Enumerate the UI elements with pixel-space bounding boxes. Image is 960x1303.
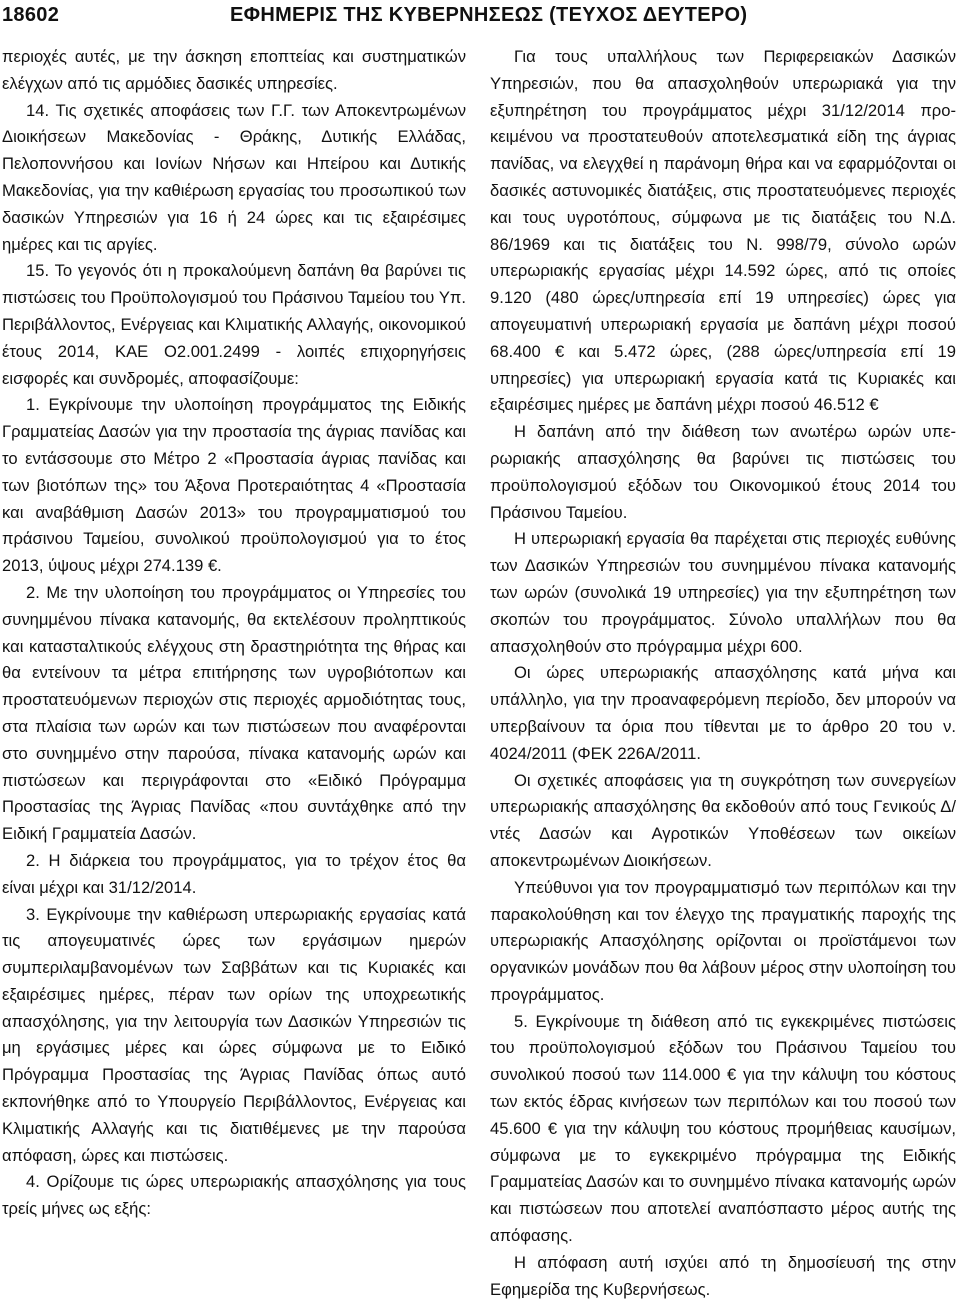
page-number: 18602 (2, 4, 60, 26)
paragraph: 3. Εγκρίνουμε την καθιέρωση υπερωριακής εργασίας κατά τις απογευματινές ώρες των εργάσιμων ημερών συμπεριλαμβανομένων των Σαββάτων και τις Κυριακές και εξαιρέσιμες ημέρες, πέραν των ορίων της υποχρεωτικής απασχόλησης, για την λειτουργία των Δασικών Υπηρεσιών τις μη εργάσιμες μέρες και ώρες σύμφωνα με το Ειδικό Πρόγραμμα Προστασίας της Άγριας Πανίδας όπως αυτό εκπονήθηκε από το Υπουργείο Περιβάλλοντος, Ενέργειας και Κλιματικής Αλλαγής και τις διατιθέμενες με την παρούσα απόφαση, ώρες και πιστώσεις. (2, 904, 466, 1165)
paragraph: 2. Η διάρκεια του προγράμματος, για το τρέχον έτος θα είναι μέχρι και 31/12/2014. (2, 850, 466, 897)
paragraph: 5. Εγκρίνουμε τη διάθεση από τις εγκεκριμένες πιστώσεις του προϋπολογισμού εξόδων του Πράσινου Ταμείου του συνολικού ποσού των 114.000 € για την κάλυψη του κόστους των εκτός έδρας κινήσεων των περιπόλων και του ποσού των 45.600 € για την κάλυψη του κόστους προμήθειας καυσίμων, σύμφωνα με το εγκεκριμένο πρόγραμμα της Ειδικής Γραμματείας Δασών και το συνημμένο πίνακα κατανομής ωρών και πιστώσεων που αποτελεί αναπόσπαστο μέρος αυτής της απόφασης. (490, 1011, 956, 1246)
paragraph: Οι ώρες υπερωριακής απασχόλησης κατά μήνα και υπάλληλο, για την προαναφερόμενη περίοδο, δεν μπορούν να υπερβαίνουν τα όρια που τίθενται με το άρθρο 20 του ν. 4024/2011 (ΦΕΚ 226Α/2011. (490, 663, 956, 763)
paragraph: 2. Με την υλοποίηση του προγράμματος οι Υπηρεσίες του συνημμένου πίνακα κατανομής, θα εκτελέσουν προληπτικούς και κατασταλτικούς ελέγχους στη δραστηριότητα της θήρας και θα εντείνουν τα μέτρα επιτήρησης των υγροβιότοπων και προστατευόμενων περιοχών στις περιοχές αρμοδιότητας τους, στα πλαίσια των ωρών και των πιστώσεων που αναφέρονται στο συνημμένο στην παρούσα, πίνακα κατανομής ωρών και πιστώσεων και περιγράφονται στο «Ειδικό Πρόγραμμα Προστασίας της Άγριας Πανίδας «που συντάχθηκε από την Ειδική Γραμματεία Δασών. (2, 582, 466, 844)
paragraph: Η απόφαση αυτή ισχύει από τη δημοσίευσή της στην Εφημερίδα της Κυβερνήσεως. (490, 1252, 956, 1299)
right-column (490, 44, 956, 1303)
page-header (0, 0, 960, 40)
paragraph: Η υπερωριακή εργασία θα παρέχεται στις περιοχές ευθύνης των Δασικών Υπηρεσιών του συνημμένου πίνακα κατανομής των ωρών (συνολικά 19 υπηρεσίες) για την εξυπηρέτηση των σκοπών του προγράμματος. Σύνολο υπαλλήλων που θα απασχοληθούν στο πρόγραμμα μέχρι 600. (490, 529, 956, 656)
running-title: ΕΦΗΜΕΡΙΣ ΤΗΣ ΚΥΒΕΡΝΗΣΕΩΣ (ΤΕΥΧΟΣ ΔΕΥΤΕΡΟ) (230, 4, 748, 26)
paragraph: Για τους υπαλλήλους των Περιφερειακών Δασικών Υπηρεσιών, που θα απασχοληθούν υπερωριακά για την εξυπηρέτηση του προγράμματος μέχρι 31/12/2014 προκειμένου να προστατευθούν αποτελεσματικά είδη της άγριας πανίδας, να ελεγχθεί η παράνομη θήρα και να εφαρμόζονται οι δασικές αστυνομικές διατάξεις, στις προστατευόμενες περιοχές και τους υγροτόπους, σύμφωνα με τις διατάξεις του Ν.Δ. 86/1969 και τις διατάξεις του Ν. 998/79, σύνολο ωρών υπερωριακής εργασίας μέχρι 14.592 ώρες, από τις οποίες 9.120 (480 ώρες/υπηρεσία επί 19 υπηρεσίες) ώρες για απογευματινή υπερωριακή εργασία με δαπάνη μέχρι ποσού 68.400 € και 5.472 ώρες, (288 ώρες/υπηρεσία επί 19 υπηρεσίες) για υπερωριακή εργασία κατά τις Κυριακές και εξαιρέσιμες ημέρες με δαπάνη μέχρι ποσού 46.512 € (490, 47, 956, 415)
paragraph: 1. Εγκρίνουμε την υλοποίηση προγράμματος της Ειδικής Γραμματείας Δασών για την προστασία της άγριας πανίδας και το εντάσσουμε στο Μέτρο 2 «Προστασία άγριας πανίδας και των βιοτόπων της» του Άξονα Προτεραιότητας 4 «Προστασία και αναβάθμιση Δασών 2013» του προγραμματισμού του πράσινου Ταμείου, συνολικού προϋπολογισμού για το έτος 2013, ύψους μέχρι 274.139 €. (2, 395, 466, 576)
paragraph: Οι σχετικές αποφάσεις για τη συγκρότηση των συνεργείων υπερωριακής απασχόλησης θα εκδοθούν από τους Γενικούς Δ/ντές Δασών και Αγροτικών Υποθέσεων των οικείων αποκεντρωμένων Διοικήσεων. (490, 770, 956, 870)
left-column (2, 44, 466, 1223)
paragraph: Υπεύθυνοι για τον προγραμματισμό των περιπόλων και την παρακολούθηση και τον έλεγχο της πραγματικής παροχής της υπερωριακής Απασχόλησης ορίζονται οι προϊστάμενοι των οργανικών μονάδων που θα λάβουν μέρος στην υλοποίηση του προγράμματος. (490, 877, 956, 1004)
paragraph: περιοχές αυτές, με την άσκηση εποπτείας και συστηματικών ελέγχων από τις αρμόδιες δασικές υπηρεσίες. (2, 47, 466, 93)
paragraph: 4. Ορίζουμε τις ώρες υπερωριακής απασχόλησης για τους τρείς μήνες ως εξής: (2, 1172, 466, 1219)
paragraph: 14. Τις σχετικές αποφάσεις των Γ.Γ. των Αποκεντρωμένων Διοικήσεων Μακεδονίας - Θράκης, Δυτικής Ελλάδας, Πελοποννήσου και Ιονίων Νήσων και Ηπείρου και Δυτικής Μακεδονίας, για την καθιέρωση εργασίας του προσωπικού των δασικών Υπηρεσιών για 16 ή 24 ώρες και τις εξαιρέσιμες ημέρες και τις αργίες. (2, 100, 466, 254)
paragraph: Η δαπάνη από την διάθεση των ανωτέρω ωρών υπερωριακής απασχόλησης θα βαρύνει τις πιστώσεις του προϋπολογισμού εξόδων του Οικονομικού έτους 2014 του Πράσινου Ταμείου. (490, 422, 956, 522)
paragraph: 15. Το γεγονός ότι η προκαλούμενη δαπάνη θα βαρύνει τις πιστώσεις του Προϋπολογισμού του Πράσινου Ταμείου του Υπ. Περιβάλλοντος, Ενέργειας και Κλιματικής Αλλαγής, οικονομικού έτους 2014, ΚΑΕ Ο2.001.2499 - λοιπές επιχορηγήσεις εισφορές και συνδρομές, αποφασίζουμε: (2, 261, 466, 388)
